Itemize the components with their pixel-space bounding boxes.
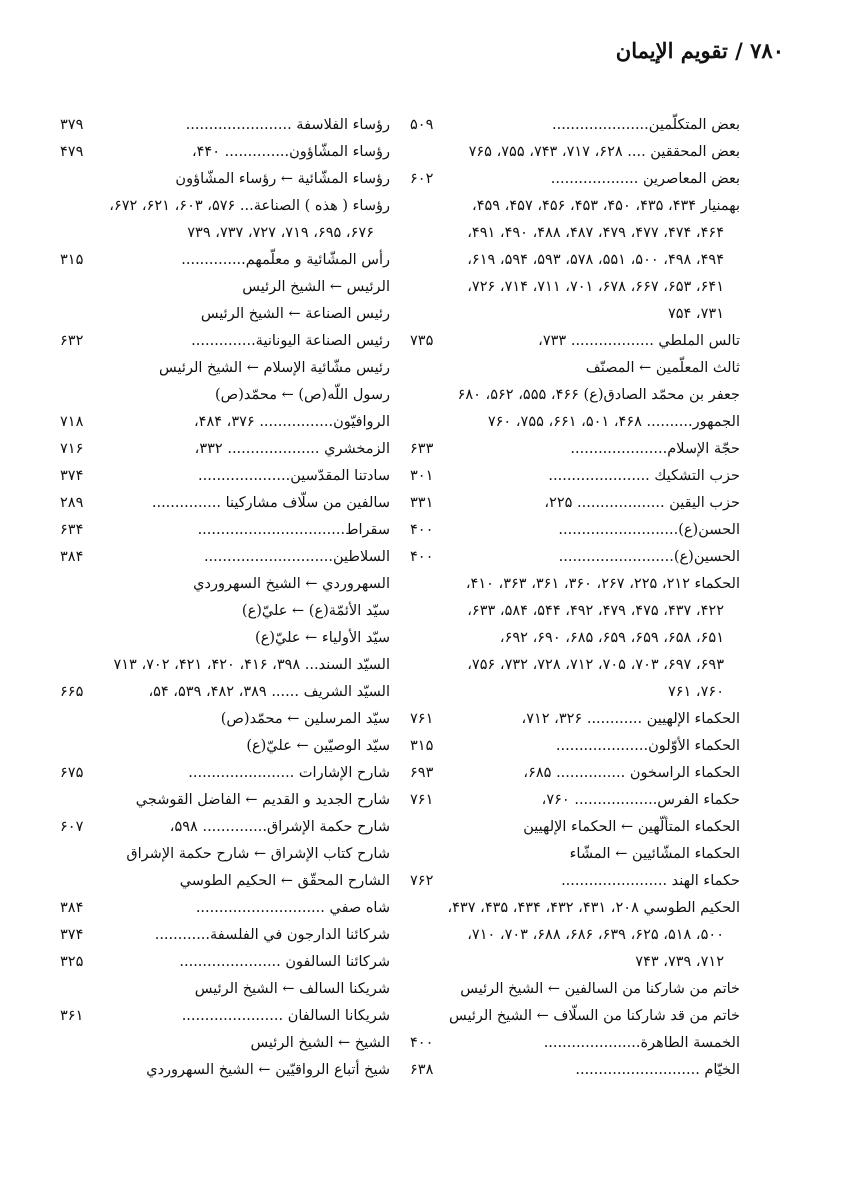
index-entry-page: ۳۰۱ xyxy=(410,468,434,484)
index-entry xyxy=(410,382,740,409)
index-entry-text: شارح حكمة الإشراق.............. ۵۹۸، xyxy=(169,819,390,835)
index-entry-text: الحكماء الأوّلون.................... xyxy=(555,738,740,754)
index-entry xyxy=(60,841,390,868)
index-entry-text: خاتم من شاركنا من السالفين ← الشيخ الرئيس xyxy=(460,981,740,997)
index-entry-text: رئيس الصناعة ← الشيخ الرئيس xyxy=(200,306,390,322)
index-entry-page: ۷۶۲ xyxy=(410,873,434,889)
index-entry xyxy=(60,868,390,895)
index-entry xyxy=(410,328,740,355)
index-entry xyxy=(60,328,390,355)
index-entry xyxy=(410,814,740,841)
index-entry-page: ۶۰۷ xyxy=(60,819,84,835)
index-entry-text: الحكماء ۲۱۲، ۲۲۵، ۲۶۷، ۳۶۰، ۳۶۱، ۳۶۳، ۴۱۰، xyxy=(465,576,740,592)
index-entry xyxy=(60,733,390,760)
index-entry-text: سالفين من سلّاف مشاركينا ............... xyxy=(151,495,390,511)
index-entry xyxy=(60,922,390,949)
index-entry-page: ۳۷۴ xyxy=(60,468,84,484)
index-entry xyxy=(60,166,390,193)
index-entry-text: سادتنا المقدّسين.................... xyxy=(198,468,390,484)
index-entry-text: حزب التشكيك ...................... xyxy=(548,468,740,484)
index-entry-text: بعض المعاصرين ................... xyxy=(550,171,740,187)
index-entry xyxy=(410,760,740,787)
index-entry-text: الحكماء الراسخون ............... ۶۸۵، xyxy=(523,765,740,781)
index-entry-continuation: ۶۵۱، ۶۵۸، ۶۵۹، ۶۵۹، ۶۸۵، ۶۹۰، ۶۹۲، xyxy=(499,630,724,646)
index-entry-page: ۳۱۵ xyxy=(410,738,434,754)
index-entry-text: رؤساء الفلاسفة ....................... xyxy=(185,117,390,133)
index-entry-page: ۶۳۸ xyxy=(410,1062,434,1078)
index-entry-text: سيّد الوصيّين ← عليّ(ع) xyxy=(246,738,390,754)
index-entry-text: السيّد الشريف ...... ۳۸۹، ۴۸۲، ۵۳۹، ۵۴، xyxy=(148,684,390,700)
index-entry xyxy=(410,787,740,814)
index-entry-page: ۷۶۱ xyxy=(410,792,434,808)
index-entry-text: شركائنا السالفون ...................... xyxy=(179,954,390,970)
index-entry-page: ۳۸۴ xyxy=(60,549,84,565)
index-entry xyxy=(60,247,390,274)
index-entry xyxy=(410,193,740,220)
index-entry xyxy=(410,571,740,598)
index-entry-text: الروافيّون................ ۳۷۶، ۴۸۴، xyxy=(193,414,390,430)
index-entry xyxy=(410,706,740,733)
index-column-left xyxy=(60,112,390,1084)
index-entry-text: بعض المتكلّمين..................... xyxy=(551,117,740,133)
index-entry-page: ۳۱۵ xyxy=(60,252,84,268)
page-header: ۷۸۰ / تقويم الإيمان xyxy=(615,38,784,63)
index-entry-text: سقراط................................ xyxy=(197,522,390,538)
index-entry xyxy=(410,1003,740,1030)
index-entry xyxy=(60,760,390,787)
index-entry xyxy=(410,841,740,868)
index-entry xyxy=(60,652,390,679)
index-entry-page: ۷۱۸ xyxy=(60,414,84,430)
index-entry-page: ۳۳۱ xyxy=(410,495,434,511)
index-entry xyxy=(410,1030,740,1057)
index-entry xyxy=(60,544,390,571)
index-entry-text: تالس الملطي .................. ۷۳۳، xyxy=(538,333,740,349)
index-entry-page: ۶۷۵ xyxy=(60,765,84,781)
index-entry-text: خاتم من قد شاركنا من السلّاف ← الشيخ الرئيس xyxy=(448,1008,740,1024)
index-entry xyxy=(60,1057,390,1084)
index-entry-continuation: ۷۳۱، ۷۵۴ xyxy=(667,306,724,322)
index-entry-text: شارح كتاب الإشراق ← شارح حكمة الإشراق xyxy=(126,846,390,862)
index-entry-text: شركائنا الدارجون في الفلسفة............ xyxy=(154,927,390,943)
index-entry-page: ۷۶۱ xyxy=(410,711,434,727)
index-entry-page: ۷۱۶ xyxy=(60,441,84,457)
index-entry-text: حجّة الإسلام..................... xyxy=(570,441,740,457)
index-entry-page: ۶۳۲ xyxy=(60,333,84,349)
index-entry xyxy=(60,139,390,166)
index-entry-text: الشيخ ← الشيخ الرئيس xyxy=(250,1035,390,1051)
index-entry-page: ۳۶۱ xyxy=(60,1008,84,1024)
index-entry-page: ۶۳۳ xyxy=(410,441,434,457)
index-entry-text: رؤساء المشّائية ← رؤساء المشّاؤون xyxy=(175,171,390,187)
index-entry-text: الحسن(ع).......................... xyxy=(558,522,740,538)
index-entry xyxy=(410,409,740,436)
index-entry-continuation: ۴۶۴، ۴۷۴، ۴۷۷، ۴۷۹، ۴۸۷، ۴۸۸، ۴۹۰، ۴۹۱، xyxy=(467,225,724,241)
index-entry-text: السيّد السند... ۳۹۸، ۴۱۶، ۴۲۰، ۴۲۱، ۷۰۲، ۷۱۳ xyxy=(113,657,390,673)
index-entry-text: رؤساء المشّاؤون.............. ۴۴۰، xyxy=(191,144,390,160)
index-entry xyxy=(410,112,740,139)
index-entry xyxy=(60,463,390,490)
index-entry xyxy=(410,544,740,571)
index-entry-text: شاه صفي ............................ xyxy=(195,900,390,916)
index-entry-page: ۶۹۳ xyxy=(410,765,434,781)
index-entry-continuation: ۷۱۲، ۷۳۹، ۷۴۳ xyxy=(635,954,724,970)
index-entry-text: الحكماء الإلهيين ............ ۳۲۶، ۷۱۲، xyxy=(521,711,740,727)
index-entry xyxy=(60,193,390,220)
index-entry-text: السهروردي ← الشيخ السهروردي xyxy=(193,576,390,592)
index-entry-page: ۲۸۹ xyxy=(60,495,84,511)
index-entry-text: الحكماء المتألّهين ← الحكماء الإلهيين xyxy=(523,819,740,835)
index-entry-page: ۴۰۰ xyxy=(410,1035,434,1051)
index-entry-text: الشارح المحقّق ← الحكيم الطوسي xyxy=(179,873,390,889)
index-entry-text: رؤساء ( هذه ) الصناعة... ۵۷۶، ۶۰۳، ۶۲۱، ۶۷۲، xyxy=(109,198,390,214)
index-entry-page: ۷۳۵ xyxy=(410,333,434,349)
index-entry-text: رسول اللّه(ص) ← محمّد(ص) xyxy=(215,387,390,403)
index-entry-continuation: ۴۹۴، ۴۹۸، ۵۰۰، ۵۵۱، ۵۷۸، ۵۹۳، ۵۹۴، ۶۱۹، xyxy=(467,252,724,268)
index-entry xyxy=(60,517,390,544)
index-entry xyxy=(60,112,390,139)
index-entry xyxy=(60,706,390,733)
index-entry xyxy=(60,814,390,841)
index-entry xyxy=(410,436,740,463)
index-entry-continuation: ۴۲۲، ۴۳۷، ۴۷۵، ۴۷۹، ۴۹۲، ۵۴۴، ۵۸۴، ۶۳۳، xyxy=(467,603,724,619)
index-entry xyxy=(410,868,740,895)
index-entry xyxy=(60,1003,390,1030)
index-entry-page: ۳۷۹ xyxy=(60,117,84,133)
index-entry xyxy=(410,895,740,922)
index-entry-text: الحكماء المشّائيين ← المشّاء xyxy=(569,846,740,862)
index-entry xyxy=(60,1030,390,1057)
index-entry-text: حكماء الفرس.................. ۷۶۰، xyxy=(541,792,740,808)
index-entry xyxy=(60,436,390,463)
index-entry-text: رئيس الصناعة اليونانية.............. xyxy=(191,333,390,349)
index-entry-text: سيّد الأولياء ← عليّ(ع) xyxy=(255,630,390,646)
index-entry-page: ۶۰۲ xyxy=(410,171,434,187)
index-entry-text: الجمهور.......... ۴۶۸، ۵۰۱، ۶۶۱، ۷۵۵، ۷۶۰ xyxy=(487,414,740,430)
index-entry xyxy=(60,598,390,625)
index-entry-text: سيّد المرسلين ← محمّد(ص) xyxy=(220,711,390,727)
index-entry xyxy=(410,490,740,517)
index-entry-page: ۴۷۹ xyxy=(60,144,84,160)
index-entry xyxy=(60,490,390,517)
index-entry-page: ۳۲۵ xyxy=(60,954,84,970)
index-entry xyxy=(410,517,740,544)
index-entry-page: ۴۰۰ xyxy=(410,549,434,565)
index-entry-page: ۴۰۰ xyxy=(410,522,434,538)
index-entry-page: ۵۰۹ xyxy=(410,117,434,133)
index-entry-page: ۳۸۴ xyxy=(60,900,84,916)
index-entry-text: الحسين(ع)......................... xyxy=(558,549,740,565)
index-entry-text: شارح الجديد و القديم ← الفاضل القوشجي xyxy=(135,792,390,808)
index-entry-text: حزب اليقين ................... ۲۲۵، xyxy=(544,495,740,511)
index-entry-page: ۶۳۴ xyxy=(60,522,84,538)
index-entry xyxy=(410,463,740,490)
index-entry xyxy=(60,382,390,409)
index-entry-text: شريكانا السالفان ...................... xyxy=(181,1008,390,1024)
index-entry xyxy=(60,895,390,922)
index-entry xyxy=(60,274,390,301)
index-entry-page: ۳۷۴ xyxy=(60,927,84,943)
index-entry xyxy=(60,976,390,1003)
index-entry-continuation: ۷۶۰، ۷۶۱ xyxy=(667,684,724,700)
index-entry-text: شيخ أتباع الرواقيّين ← الشيخ السهروردي xyxy=(146,1062,390,1078)
index-entry xyxy=(60,355,390,382)
index-column-right xyxy=(410,112,740,1084)
index-entry-text: جعفر بن محمّد الصادق(ع) ۴۶۶، ۵۵۵، ۵۶۲، ۶۸۰ xyxy=(457,387,740,403)
index-entry-text: الحكيم الطوسي ۲۰۸، ۴۳۱، ۴۳۲، ۴۳۴، ۴۳۵، ۴۳۷، xyxy=(447,900,740,916)
index-entry-continuation: ۵۰۰، ۵۱۸، ۶۲۵، ۶۳۹، ۶۸۶، ۶۸۸، ۷۰۳، ۷۱۰، xyxy=(467,927,724,943)
index-entry-text: السلاطين............................ xyxy=(203,549,390,565)
index-entry-continuation: ۶۷۶، ۶۹۵، ۷۱۹، ۷۲۷، ۷۳۷، ۷۳۹ xyxy=(187,225,374,241)
index-entry-text: بعض المحققين .... ۶۲۸، ۷۱۷، ۷۴۳، ۷۵۵، ۷۶۵ xyxy=(468,144,740,160)
index-entry-text: الخمسة الطاهرة..................... xyxy=(543,1035,740,1051)
index-entry xyxy=(410,166,740,193)
index-entry xyxy=(60,625,390,652)
index-entry xyxy=(60,409,390,436)
index-entry-continuation: ۶۴۱، ۶۵۳، ۶۶۷، ۶۷۸، ۷۰۱، ۷۱۱، ۷۱۴، ۷۲۶، xyxy=(467,279,724,295)
index-entry-text: رئيس مشّائية الإسلام ← الشيخ الرئيس xyxy=(159,360,390,376)
index-entry xyxy=(410,976,740,1003)
index-entry-text: حكماء الهند ....................... xyxy=(561,873,740,889)
index-entry xyxy=(60,571,390,598)
index-entry-text: الخيّام ........................... xyxy=(575,1062,740,1078)
index-entry xyxy=(60,787,390,814)
index-entry xyxy=(410,355,740,382)
index-entry xyxy=(60,949,390,976)
index-entry-text: رأس المشّائية و معلّمهم.............. xyxy=(181,252,390,268)
index-entry-text: شريكنا السالف ← الشيخ الرئيس xyxy=(194,981,390,997)
index-entry xyxy=(410,733,740,760)
index-entry-page: ۶۶۵ xyxy=(60,684,84,700)
index-entry xyxy=(410,1057,740,1084)
index-entry xyxy=(60,301,390,328)
index-entry xyxy=(60,679,390,706)
index-entry-text: الزمخشري .................... ۳۳۲، xyxy=(194,441,390,457)
index-entry-continuation: ۶۹۳، ۶۹۷، ۷۰۳، ۷۰۵، ۷۱۲، ۷۲۸، ۷۳۲، ۷۵۶، xyxy=(467,657,724,673)
index-entry-text: ثالث المعلّمين ← المصنّف xyxy=(585,360,740,376)
index-entry-text: بهمنيار ۴۳۴، ۴۳۵، ۴۵۰، ۴۵۳، ۴۵۶، ۴۵۷، ۴۵۹، xyxy=(472,198,740,214)
index-entry-text: سيّد الأئمّة(ع) ← عليّ(ع) xyxy=(241,603,390,619)
index-entry xyxy=(410,139,740,166)
index-entry-text: شارح الإشارات ....................... xyxy=(188,765,390,781)
index-entry-text: الرئيس ← الشيخ الرئيس xyxy=(242,279,390,295)
